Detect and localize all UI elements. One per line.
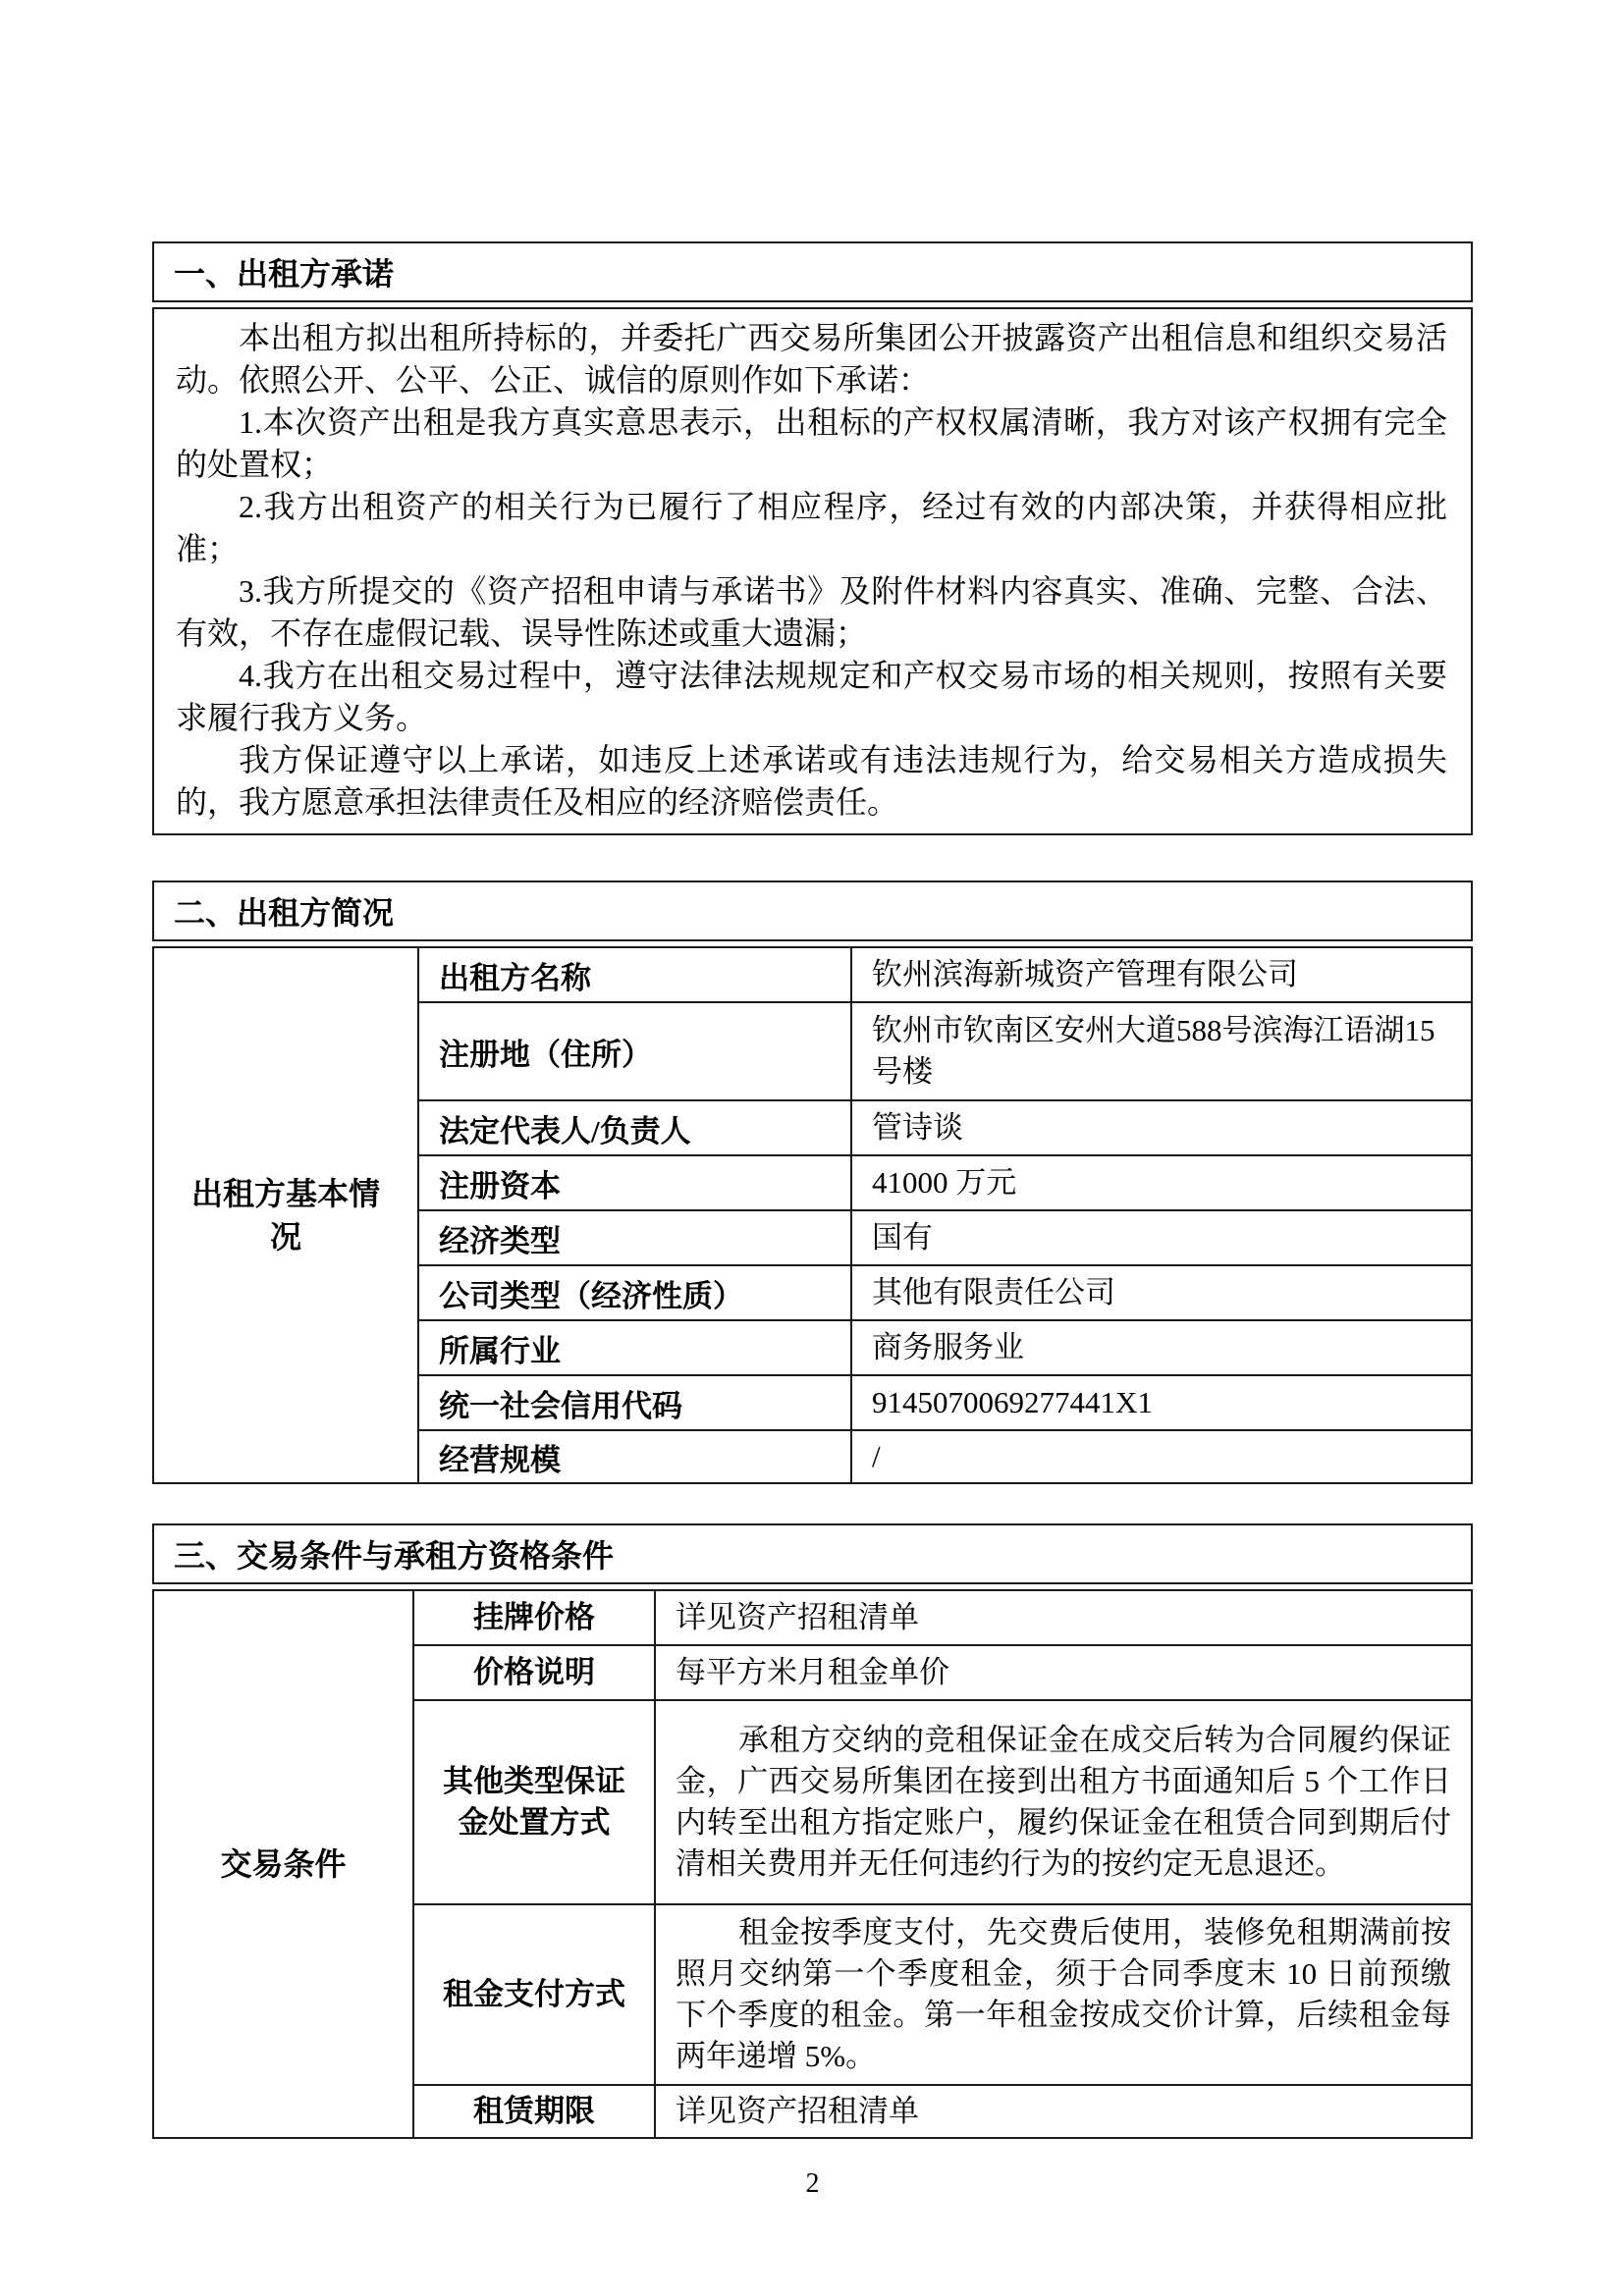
lessor-profile-table <box>152 946 1473 1484</box>
row-label: 公司类型（经济性质） <box>418 1265 851 1320</box>
row-value: 钦州市钦南区安州大道588号滨海江语湖15号楼 <box>851 1002 1472 1100</box>
section-lessor-profile <box>152 881 1473 1484</box>
row-label: 租金支付方式 <box>413 1904 655 2085</box>
group-label: 交易条件 <box>153 1590 413 2138</box>
paragraph: 2.我方出租资产的相关行为已履行了相应程序，经过有效的内部决策，并获得相应批准； <box>176 489 1447 566</box>
row-value: 9145070069277441X1 <box>851 1375 1472 1430</box>
table-row <box>153 947 1472 1002</box>
section-lessor-commitment <box>152 241 1473 835</box>
row-label: 价格说明 <box>413 1645 655 1700</box>
group-label: 出租方基本情况 <box>153 947 418 1483</box>
row-label: 法定代表人/负责人 <box>418 1100 851 1155</box>
row-label: 经济类型 <box>418 1210 851 1265</box>
table-row <box>153 1590 1472 1645</box>
row-value: 详见资产招租清单 <box>655 2085 1472 2138</box>
row-value: 详见资产招租清单 <box>655 1590 1472 1645</box>
row-value: 其他有限责任公司 <box>851 1265 1472 1320</box>
row-value: 每平方米月租金单价 <box>655 1645 1472 1700</box>
section3-title: 三、交易条件与承租方资格条件 <box>152 1523 1473 1584</box>
row-label: 注册资本 <box>418 1155 851 1210</box>
row-label: 统一社会信用代码 <box>418 1375 851 1430</box>
row-label: 注册地（住所） <box>418 1002 851 1100</box>
paragraph: 本出租方拟出租所持标的，并委托广西交易所集团公开披露资产出租信息和组织交易活动。依照公开、公平、公正、诚信的原则作如下承诺： <box>176 320 1447 398</box>
section1-body <box>152 307 1473 835</box>
row-label: 经营规模 <box>418 1430 851 1483</box>
page-number: 2 <box>805 2168 820 2199</box>
section2-title: 二、出租方简况 <box>152 881 1473 941</box>
trade-conditions-table <box>152 1589 1473 2139</box>
row-value: 管诗谈 <box>851 1100 1472 1155</box>
row-label: 所属行业 <box>418 1320 851 1375</box>
row-value: 承租方交纳的竞租保证金在成交后转为合同履约保证金，广西交易所集团在接到出租方书面通知后 5 个工作日内转至出租方指定账户，履约保证金在租赁合同到期后付清相关费用并无任何违约行为的按约定无息退还。 <box>655 1700 1472 1904</box>
row-label: 其他类型保证金处置方式 <box>413 1700 655 1904</box>
row-label: 出租方名称 <box>418 947 851 1002</box>
row-value: 商务服务业 <box>851 1320 1472 1375</box>
paragraph: 3.我方所提交的《资产招租申请与承诺书》及附件材料内容真实、准确、完整、合法、有效，不存在虚假记载、误导性陈述或重大遗漏； <box>176 573 1447 651</box>
row-value: 租金按季度支付，先交费后使用，装修免租期满前按照月交纳第一个季度租金，须于合同季度末 10 日前预缴下个季度的租金。第一年租金按成交价计算，后续租金每两年递增 5%。 <box>655 1904 1472 2085</box>
row-value: / <box>851 1430 1472 1483</box>
row-label: 租赁期限 <box>413 2085 655 2138</box>
row-label: 挂牌价格 <box>413 1590 655 1645</box>
row-value: 41000 万元 <box>851 1155 1472 1210</box>
section-trade-conditions <box>152 1523 1473 2139</box>
paragraph: 我方保证遵守以上承诺，如违反上述承诺或有违法违规行为，给交易相关方造成损失的，我方愿意承担法律责任及相应的经济赔偿责任。 <box>176 742 1447 820</box>
document-content <box>152 241 1473 2200</box>
paragraph: 1.本次资产出租是我方真实意思表示，出租标的产权权属清晰，我方对该产权拥有完全的处置权； <box>176 404 1447 482</box>
row-value: 钦州滨海新城资产管理有限公司 <box>851 947 1472 1002</box>
section1-title: 一、出租方承诺 <box>152 241 1473 302</box>
row-value: 国有 <box>851 1210 1472 1265</box>
paragraph: 4.我方在出租交易过程中，遵守法律法规规定和产权交易市场的相关规则，按照有关要求履行我方义务。 <box>176 658 1447 735</box>
